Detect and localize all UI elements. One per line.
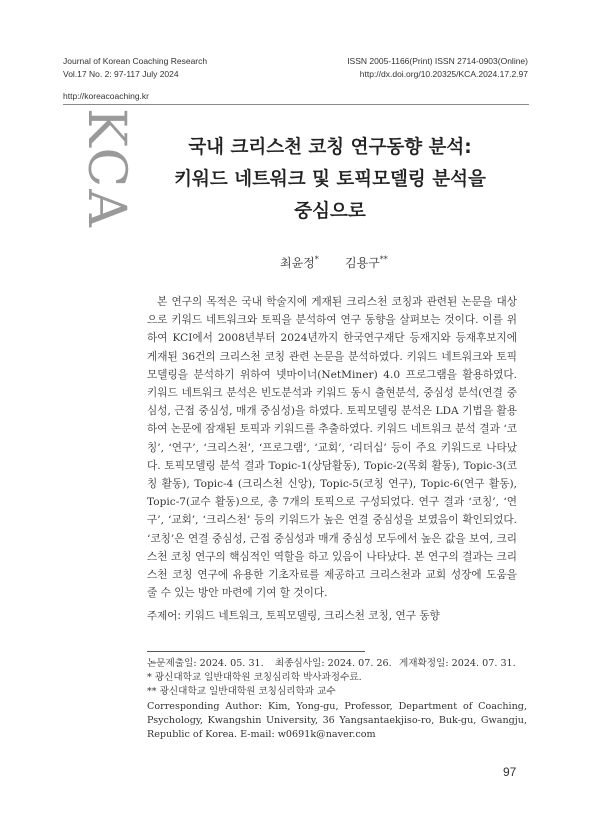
title-line-1: 국내 크리스천 코칭 연구동향 분석: [188, 137, 472, 158]
author-1 [280, 254, 319, 271]
journal-url[interactable]: http://koreacoaching.kr [63, 91, 149, 101]
revised-date: 최종심사일: 2024. 07. 26. [275, 658, 392, 669]
journal-header-right [347, 55, 528, 81]
doi-link[interactable]: http://dx.doi.org/10.20325/KCA.2024.17.2.97 [359, 69, 528, 79]
issn: ISSN 2005-1166(Print) ISSN 2714-0903(Online) [347, 56, 528, 66]
author-mark: ** [379, 255, 388, 264]
footnote-divider [147, 651, 365, 652]
author-mark: * [314, 255, 319, 264]
accepted-date: 게재확정일: 2024. 07. 31. [399, 658, 516, 669]
keywords-text: 키워드 네트워크, 토픽모델링, 크리스천 코칭, 연구 동향 [184, 610, 440, 622]
kca-logo: KCA [76, 108, 136, 229]
abstract: 본 연구의 목적은 국내 학술지에 게재된 크리스천 코칭과 관련된 논문을 대상으로 키워드 네트워크와 토픽을 분석하여 연구 동향을 살펴보는 것이다. 이를 위하여 KCI에서 2008년부터 2024년까지 한국연구재단 등재지와 등재후보지에 게재된 36건의 크리스천 코칭 관련 논문을 분석하였다. 키워드 네트워크와 토픽모델링을 분석하기 위하여 넷마이너(NetMiner) 4.0 프로그램을 활용하였다. 키워드 네트워크 분석은 빈도분석과 키워드 동시 출현분석, 중심성 분석(연결 중심성, 근접 중심성, 매개 중심성)을 하였다. 토픽모델링 분석은 LDA 기법을 활용하여 논문에 잠재된 토픽과 키워드를 추출하였다. 키워드 네트워크 분석 결과 ‘코칭’, ‘연구’, ‘크리스천’, ‘프로그램’, ‘교회’, ‘리더십’ 등이 주요 키워드로 나타났다. 토픽모델링 분석 결과 Topic-1(상담활동), Topic-2(목회 활동), Topic-3(코칭 활동), Topic-4 (크리스천 신앙), Topic-5(코칭 연구), Topic-6(연구 활동), Topic-7(교수 활동)으로, 총 7개의 토픽으로 구성되었다. 연구 결과 ‘코칭’, ‘연구’, ‘교회’, ‘크리스천’ 등의 키워드가 높은 연결 중심성을 보였음이 확인되었다. ‘코칭’은 연결 중심성, 근접 중심성과 매개 중심성 모두에서 높은 값을 보여, 크리스천 코칭 연구의 핵심적인 역할을 하고 있음이 나타났다. 본 연구의 결과는 크리스천 코칭 연구에 유용한 기초자료를 제공하고 크리스천과 교회 성장에 도움을 줄 수 있는 방안 마련에 기여 할 것이다. [147, 296, 517, 600]
paper-title [140, 132, 520, 228]
header-divider [63, 104, 529, 105]
footnotes [147, 657, 527, 742]
affiliation-2: ** 광신대학교 일반대학원 코칭심리학과 교수 [147, 686, 336, 698]
author-name: 최윤정 [280, 256, 315, 270]
affiliation-1: * 광신대학교 일반대학원 코칭심리학 박사과정수료. [147, 672, 362, 684]
journal-volume: Vol.17 No. 2: 97-117 July 2024 [63, 69, 179, 79]
page-number: 97 [503, 765, 517, 779]
submission-dates [147, 657, 527, 671]
author-name: 김용구 [345, 256, 380, 270]
received-date: 논문제출일: 2024. 05. 31. [147, 658, 264, 669]
title-line-3: 중심으로 [294, 201, 366, 222]
title-line-2: 키워드 네트워크 및 토픽모델링 분석을 [174, 169, 486, 190]
author-2 [345, 254, 388, 271]
keywords [147, 608, 522, 623]
journal-name: Journal of Korean Coaching Research [63, 56, 208, 66]
corresponding-author: Corresponding Author: Kim, Yong-gu, Professor, Department of Coaching, Psychology, Kwangshin University, 36 Yangsantaekjiso-ro, Buk-gu, Gwangju, Republic of Korea. E-mail: w0691k@naver.com [147, 700, 527, 741]
journal-header-left [63, 55, 207, 81]
keywords-label: 주제어: [147, 610, 181, 622]
